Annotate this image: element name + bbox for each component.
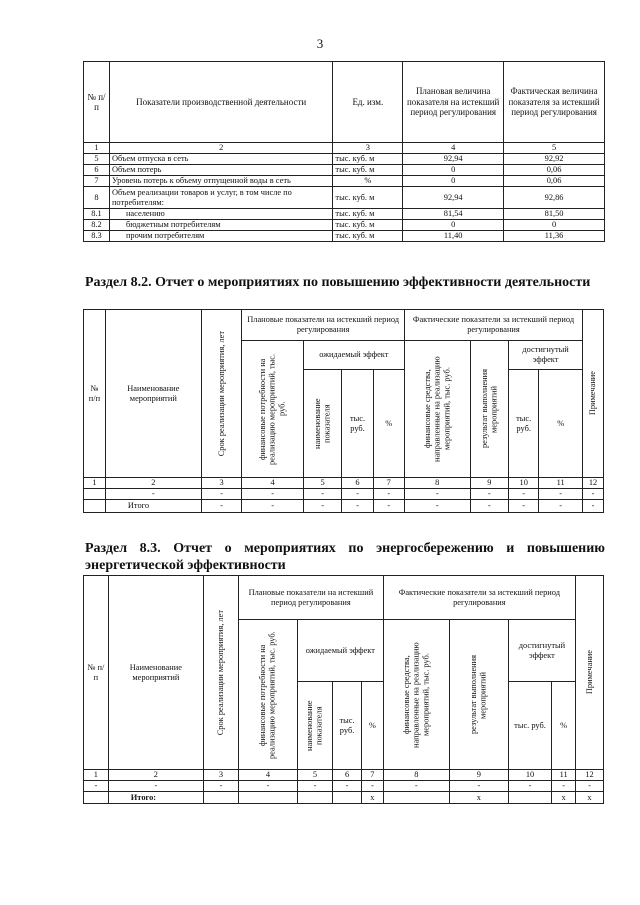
header-plan-fin: финансовые потребности на реализацию мероприятий, тыс. руб.	[239, 620, 298, 770]
row-fact: 11,36	[504, 231, 605, 242]
col-number: 7	[362, 770, 384, 781]
column-numbers-row	[84, 478, 604, 489]
header-fact-eff-pct: %	[552, 682, 576, 770]
table-row	[84, 231, 605, 242]
col-number: 12	[583, 478, 604, 489]
row-name: населению	[109, 209, 332, 220]
header-plan-effect: ожидаемый эффект	[303, 341, 404, 370]
row-name: бюджетным потребителям	[109, 220, 332, 231]
table-cell	[333, 792, 362, 804]
col-number: 2	[109, 143, 332, 154]
row-plan: 0	[403, 220, 504, 231]
row-fact: 81,50	[504, 209, 605, 220]
row-num: 6	[84, 165, 110, 176]
table-total-row	[84, 500, 604, 513]
table-cell: -	[449, 781, 508, 792]
row-unit: тыс. куб. м	[333, 209, 403, 220]
table-cell: -	[373, 489, 404, 500]
table-cell: -	[239, 781, 298, 792]
table-cell: -	[509, 500, 539, 513]
row-unit: тыс. куб. м	[333, 220, 403, 231]
row-plan: 81,54	[403, 209, 504, 220]
col-number: 5	[504, 143, 605, 154]
table-cell: -	[362, 781, 384, 792]
table-row	[84, 489, 604, 500]
col-number: 3	[333, 143, 403, 154]
row-num: 5	[84, 154, 110, 165]
col-number: 8	[404, 478, 470, 489]
col-number: 6	[342, 478, 373, 489]
col-number: 1	[84, 770, 109, 781]
header-fact-group: Фактические показатели за истекший период регулирования	[383, 576, 575, 620]
column-numbers-row	[84, 770, 604, 781]
col-number: 12	[575, 770, 603, 781]
table-row	[84, 176, 605, 187]
table-cell: -	[552, 781, 576, 792]
header-plan-group: Плановые показатели на истекший период регулирования	[242, 310, 405, 341]
table-cell: -	[105, 489, 201, 500]
table-cell	[383, 792, 449, 804]
row-unit: тыс. куб. м	[333, 231, 403, 242]
table-header-row	[84, 62, 605, 143]
row-plan: 0	[403, 165, 504, 176]
table-cell	[84, 792, 109, 804]
header-plan-effect: ожидаемый эффект	[297, 620, 383, 682]
header-plan-group: Плановые показатели на истекший период регулирования	[239, 576, 384, 620]
col-number: 4	[403, 143, 504, 154]
table-cell: -	[201, 500, 242, 513]
row-fact: 92,86	[504, 187, 605, 209]
table-cell: x	[362, 792, 384, 804]
row-name: Объем реализации товаров и услуг, в том числе по потребителям:	[109, 187, 332, 209]
table-cell: -	[242, 489, 303, 500]
header-fact-group: Фактические показатели за истекший период регулирования	[404, 310, 582, 341]
table-cell: -	[303, 500, 342, 513]
header-num: № п/п	[84, 576, 109, 770]
row-name: прочим потребителям	[109, 231, 332, 242]
row-fact: 0,06	[504, 176, 605, 187]
table-cell: -	[470, 489, 509, 500]
table-cell: -	[404, 489, 470, 500]
header-plan-fin: финансовые потребности на реализацию мероприятий, тыс. руб.	[242, 341, 303, 478]
col-number: 4	[239, 770, 298, 781]
table-row	[84, 154, 605, 165]
row-name: Объем потерь	[109, 165, 332, 176]
header-num: № п/п	[84, 62, 110, 143]
col-number: 8	[383, 770, 449, 781]
col-number: 11	[552, 770, 576, 781]
col-number: 2	[105, 478, 201, 489]
col-number: 5	[297, 770, 332, 781]
table-cell: Итого	[105, 500, 201, 513]
header-fact-effect: достигнутый эффект	[508, 620, 575, 682]
row-fact: 0	[504, 220, 605, 231]
col-number: 9	[449, 770, 508, 781]
header-indicator: Показатели производственной деятельности	[109, 62, 332, 143]
header-fact-fin: финансовые средства, направленные на реализацию мероприятий, тыс. руб.	[404, 341, 470, 478]
table-cell: -	[470, 500, 509, 513]
table-cell: -	[303, 489, 342, 500]
table-row	[84, 781, 604, 792]
header-plan-eff-pct: %	[362, 682, 384, 770]
header-num: № п/п	[84, 310, 106, 478]
table-cell: -	[297, 781, 332, 792]
header-fact-effect: достигнутый эффект	[509, 341, 583, 370]
row-fact: 0,06	[504, 165, 605, 176]
col-number: 1	[84, 143, 110, 154]
row-unit: тыс. куб. м	[333, 187, 403, 209]
table-row	[84, 187, 605, 209]
row-num: 8.2	[84, 220, 110, 231]
table-cell: -	[539, 489, 583, 500]
table-total-row	[84, 792, 604, 804]
header-plan: Плановая величина показателя на истекший период регулирования	[403, 62, 504, 143]
col-number: 5	[303, 478, 342, 489]
table-cell: x	[449, 792, 508, 804]
table-cell: x	[575, 792, 603, 804]
header-name: Наименование мероприятий	[105, 310, 201, 478]
row-num: 7	[84, 176, 110, 187]
header-note: Примечание	[575, 576, 603, 770]
table-row	[84, 220, 605, 231]
row-plan: 11,40	[403, 231, 504, 242]
table-cell	[239, 792, 298, 804]
table-cell: -	[84, 781, 109, 792]
row-unit: %	[333, 176, 403, 187]
row-plan: 92,94	[403, 154, 504, 165]
col-number: 2	[108, 770, 203, 781]
header-plan-eff-name: наименование показателя	[297, 682, 332, 770]
table-cell: -	[583, 489, 604, 500]
table-row	[84, 209, 605, 220]
table-cell	[84, 500, 106, 513]
table-cell: -	[242, 500, 303, 513]
header-fact-eff-rub: тыс. руб.	[508, 682, 551, 770]
row-fact: 92,92	[504, 154, 605, 165]
table-cell: -	[201, 489, 242, 500]
col-number: 9	[470, 478, 509, 489]
header-fact: Фактическая величина показателя за истекший период регулирования	[504, 62, 605, 143]
table-cell	[203, 792, 238, 804]
col-number: 3	[201, 478, 242, 489]
row-num: 8	[84, 187, 110, 209]
production-indicators-table	[83, 61, 605, 242]
row-name: Уровень потерь к объему отпущенной воды в сеть	[109, 176, 332, 187]
page-number: 3	[316, 36, 324, 51]
col-number: 6	[333, 770, 362, 781]
col-number: 4	[242, 478, 303, 489]
table-cell: -	[342, 489, 373, 500]
table-cell: -	[404, 500, 470, 513]
table-row	[84, 165, 605, 176]
header-note: Примечание	[583, 310, 604, 478]
table-cell: -	[508, 781, 551, 792]
header-fact-result: результат выполнения мероприятий	[470, 341, 509, 478]
table-cell: -	[575, 781, 603, 792]
header-plan-eff-rub: тыс. руб.	[342, 370, 373, 478]
energy-saving-measures-table	[83, 575, 604, 804]
table-cell: -	[383, 781, 449, 792]
header-name: Наименование мероприятий	[108, 576, 203, 770]
col-number: 10	[508, 770, 551, 781]
header-term: Срок реализации мероприятия, лет	[201, 310, 242, 478]
col-number: 7	[373, 478, 404, 489]
row-num: 8.3	[84, 231, 110, 242]
table-cell: -	[203, 781, 238, 792]
header-fact-eff-pct: %	[539, 370, 583, 478]
table-cell: -	[108, 781, 203, 792]
row-plan: 92,94	[403, 187, 504, 209]
col-number: 1	[84, 478, 106, 489]
header-plan-eff-pct: %	[373, 370, 404, 478]
header-fact-eff-rub: тыс. руб.	[509, 370, 539, 478]
header-fact-result: результат выполнения мероприятий	[449, 620, 508, 770]
table-cell: -	[373, 500, 404, 513]
header-fact-fin: финансовые средства, направленные на реализацию мероприятий, тыс. руб.	[383, 620, 449, 770]
row-name: Объем отпуска в сеть	[109, 154, 332, 165]
efficiency-measures-table	[83, 309, 604, 513]
table-cell: -	[509, 489, 539, 500]
row-plan: 0	[403, 176, 504, 187]
col-number: 11	[539, 478, 583, 489]
table-cell	[297, 792, 332, 804]
column-numbers-row	[84, 143, 605, 154]
row-unit: тыс. куб. м	[333, 165, 403, 176]
table-cell: Итого:	[108, 792, 203, 804]
table-cell: -	[539, 500, 583, 513]
col-number: 3	[203, 770, 238, 781]
col-number: 10	[509, 478, 539, 489]
section-8-3-title: Раздел 8.3. Отчет о мероприятиях по энергосбережению и повышению энергетической эффективности	[85, 541, 605, 573]
table-cell: x	[552, 792, 576, 804]
table-cell	[84, 489, 106, 500]
table-cell: -	[342, 500, 373, 513]
header-plan-eff-name: наименование показателя	[303, 370, 342, 478]
header-unit: Ед. изм.	[333, 62, 403, 143]
table-cell: -	[333, 781, 362, 792]
table-cell: -	[583, 500, 604, 513]
row-unit: тыс. куб. м	[333, 154, 403, 165]
header-term: Срок реализации мероприятия, лет	[203, 576, 238, 770]
table-cell	[508, 792, 551, 804]
header-plan-eff-rub: тыс. руб.	[333, 682, 362, 770]
section-8-2-title: Раздел 8.2. Отчет о мероприятиях по повышению эффективности деятельности	[85, 275, 591, 290]
row-num: 8.1	[84, 209, 110, 220]
